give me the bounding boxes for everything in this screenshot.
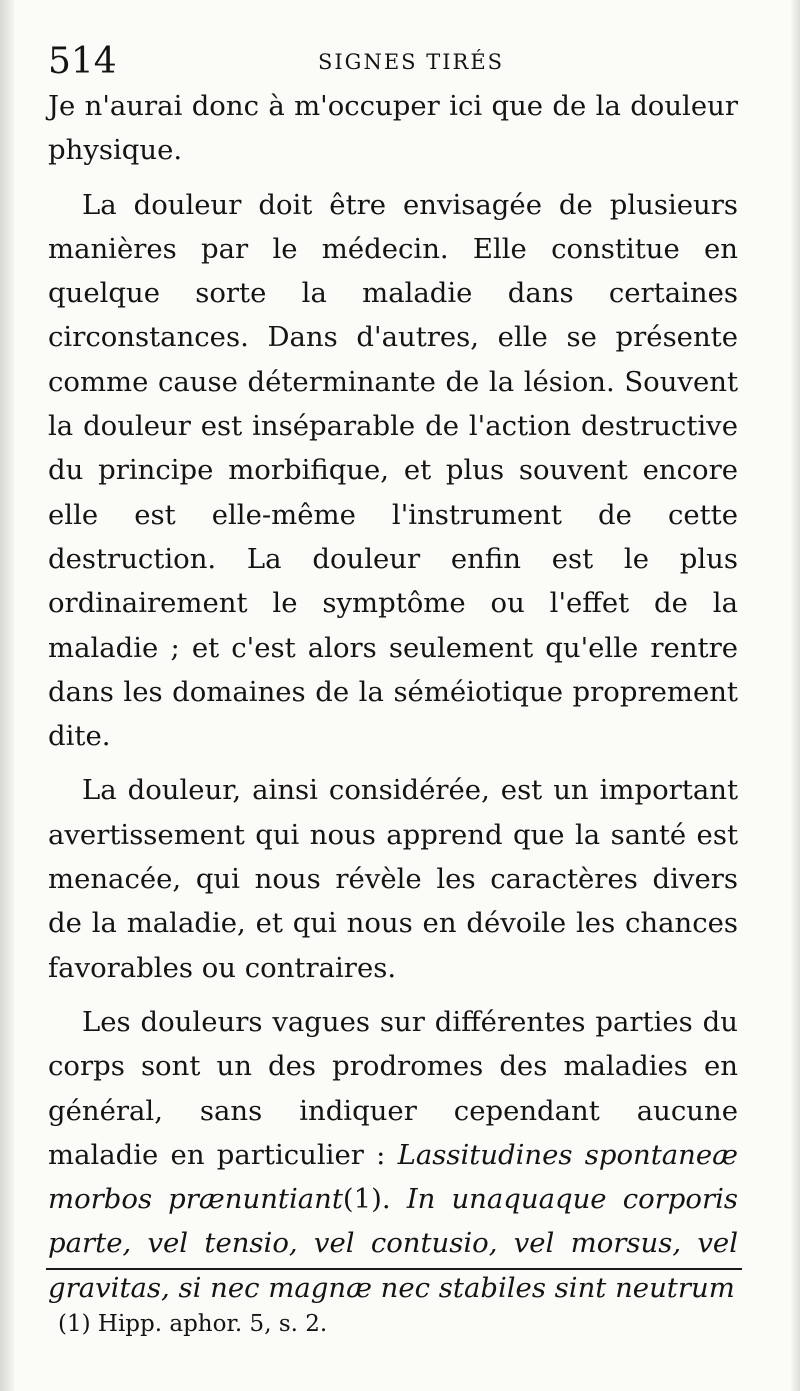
running-head: SIGNES TIRÉS (318, 50, 505, 74)
footnote-reference: (1). (342, 1183, 407, 1216)
paragraph-continuation: Je n'aurai donc à m'occuper ici que de la douleur physique. (48, 90, 738, 167)
page-left-edge (0, 0, 14, 1391)
page-number: 514 (48, 41, 117, 82)
footnote-rule (46, 1268, 742, 1270)
paragraph-text: Les douleurs vagues sur différentes parties du corps sont un des prodromes des maladies en général, sans indiquer cependant aucune maladie en particulier : (48, 1005, 738, 1171)
page-body (48, 84, 738, 1310)
page-right-edge (790, 0, 800, 1391)
page-header (48, 40, 760, 84)
latin-quote-lassitudines: Lassitudines spontaneæ morbos prænuntiant (48, 1138, 738, 1216)
latin-quote-unaquaque: In unaquaque corporis parte, vel tensio, vel contusio, vel morsus, vel gravitas, si nec magnæ nec stabiles sint neutrum (48, 1183, 739, 1304)
paragraph-douleurs-vagues (48, 1000, 738, 1310)
paragraph-avertissement: La douleur, ainsi considérée, est un important avertissement qui nous apprend que la santé est menacée, qui nous révèle les caractères divers de la maladie, et qui nous en dévoile les chances favorables ou contraires. (48, 774, 738, 984)
paragraph-douleur-envisagee: La douleur doit être envisagée de plusieurs manières par le médecin. Elle constitue en quelque sorte la maladie dans certaines circonstances. Dans d'autres, elle se présente comme cause déterminante de la lésion. Souvent la douleur est inséparable de l'action destructive du principe morbifique, et plus souvent encore elle est elle-même l'instrument de cette destruction. La douleur enfin est le plus ordinairement le symptôme ou l'effet de la maladie ; et c'est alors seulement qu'elle rentre dans les domaines de la séméiotique proprement dite. (48, 188, 738, 753)
footnote: (1) Hipp. aphor. 5, s. 2. (58, 1311, 328, 1337)
